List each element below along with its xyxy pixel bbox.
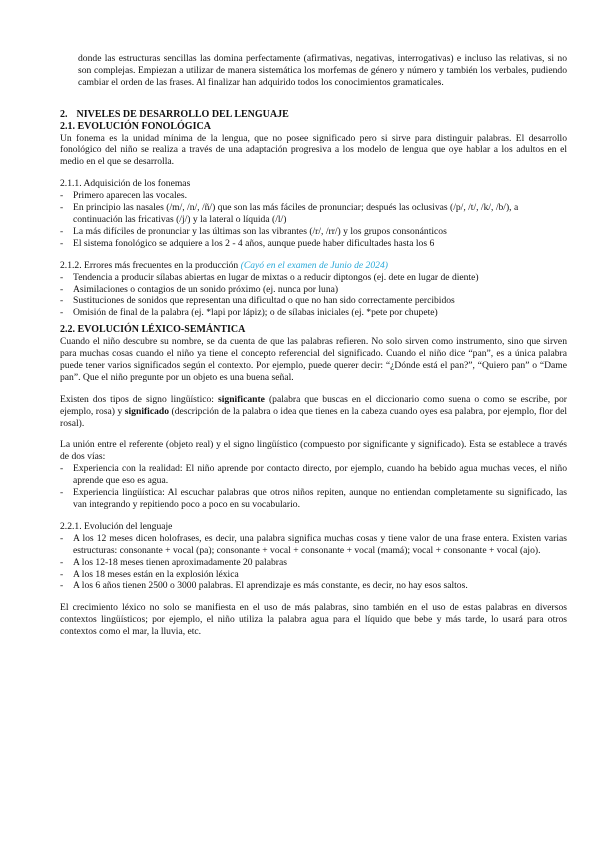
frequent-errors-heading <box>60 260 567 272</box>
sign-types-text: (palabra que buscas en el diccionario como suena o como se escribe, por ejemplo, rosa) y <box>60 393 568 417</box>
language-evolution-list <box>60 533 567 593</box>
frequent-errors-title: 2.1.2. Errores más frecuentes en la producción <box>60 259 239 271</box>
section-2-heading <box>60 109 567 121</box>
phoneme-acquisition-heading: 2.1.1. Adquisición de los fonemas <box>60 178 191 190</box>
list-item: - La más difíciles de pronunciar y las últimas son las vibrantes (/r/, /rr/) y los grupos consonánticos <box>60 226 567 238</box>
list-item: - A los 12 meses dicen holofrases, es decir, una palabra significa muchas cosas y tiene valor de una frase entera. Existen varias estructuras: consonante + vocal (pa); consonante + vocal + consonante + vocal (mamá); vocal + consonante + vocal (ajo). <box>60 533 567 557</box>
intro-paragraph: donde las estructuras sencillas las domina perfectamente (afirmativas, negativas, interrogativas) e incluso las relativas, si no son complejas. Empiezan a utilizar de manera sistemática los morfemas de género y número y también los verbales, pudiendo cambiar el orden de las frases. Al finalizar han adquirido todos los conocimientos gramaticales. <box>78 53 567 88</box>
list-item: - A los 18 meses están en la explosión léxica <box>60 569 567 581</box>
lexical-paragraph-1: Cuando el niño descubre su nombre, se da cuenta de que las palabras refieren. No solo sirven como instrumento, sino que sirven para muchas cosas cuando el niño ya tiene el concepto referencial del significado. Cuando el niño dice “pan”, es a única palabra puede tener varios significados según el contexto. Por ejemplo, puede querer decir: “¿Dónde está el pan?”, “Quiero pan” o “Dame pan”. Que el niño pregunte por un objeto es una buena señal. <box>60 336 567 383</box>
list-item: - A los 12-18 meses tienen aproximadamente 20 palabras <box>60 557 567 569</box>
closing-paragraph: El crecimiento léxico no solo se manifiesta en el uso de más palabras, sino también en el uso de estas palabras en diversos contextos lingüísticos; por ejemplo, el niño utiliza la palabra agua para el líquido que bebe y más tarde, lo usará para otros contextos como el mar, la lluvia, etc. <box>60 602 567 638</box>
sign-types-text: Existen dos tipos de signo lingüístico: <box>60 393 219 405</box>
phoneme-acquisition-list <box>60 190 567 250</box>
list-item: - Experiencia con la realidad: El niño aprende por contacto directo, por ejemplo, cuando ha bebido agua muchas veces, el niño aprende que eso es agua. <box>60 463 567 487</box>
section-2-title: NIVELES DE DESARROLLO DEL LENGUAJE <box>76 108 289 120</box>
sign-types-text: (descripción de la palabra o idea que tienes en la cabeza cuando oyes esa palabra, por ejemplo, flor del rosal). <box>60 405 568 429</box>
list-item: - Primero aparecen las vocales. <box>60 190 567 202</box>
section-2-2-heading: 2.2. EVOLUCIÓN LÉXICO-SEMÁNTICA <box>60 324 246 336</box>
sign-types-paragraph <box>60 394 567 430</box>
list-item: - Tendencia a producir sílabas abiertas en lugar de mixtas o a reducir diptongos (ej. dete en lugar de diente) <box>60 272 567 284</box>
section-2-1-heading: 2.1. EVOLUCIÓN FONOLÓGICA <box>60 120 211 132</box>
list-item: - Experiencia lingüística: Al escuchar palabras que otros niños repiten, aunque no entiendan completamente su significado, las van integrando y repitiendo poco a poco en su vocabulario. <box>60 487 567 511</box>
list-item: - Asimilaciones o contagios de un sonido próximo (ej. nunca por luna) <box>60 284 567 296</box>
list-item: - A los 6 años tienen 2500 o 3000 palabras. El aprendizaje es más constante, es decir, no hay esos saltos. <box>60 580 567 592</box>
phonology-paragraph: Un fonema es la unidad mínima de la lengua, que no posee significado pero si sirve para distinguir palabras. El desarrollo fonológico del niño se realiza a través de una adaptación progresiva a los modelo de lengua que oye hablar a los adultos en el medio en el que se desarrolla. <box>60 132 567 168</box>
exam-note: (Cayó en el examen de Junio de 2024) <box>240 259 388 271</box>
experience-ways-list <box>60 463 567 511</box>
section-2-number: 2. <box>60 108 68 120</box>
language-evolution-heading: 2.2.1. Evolución del lenguaje <box>60 520 173 532</box>
list-item: - Omisión de final de la palabra (ej. *lapi por lápiz); o de sílabas iniciales (ej. *pete por chupete) <box>60 307 567 319</box>
frequent-errors-list <box>60 272 567 320</box>
list-item: - El sistema fonológico se adquiere a los 2 - 4 años, aunque puede haber dificultades hasta los 6 <box>60 238 567 250</box>
significado-term: significado <box>124 405 170 417</box>
list-item: - En principio las nasales (/m/, /n/, /ñ/) que son las más fáciles de pronunciar; después las oclusivas (/p/, /t/, /k/, /b/), a continuación las fricativas (/j/) y la lateral o líquida (/l/) <box>60 202 567 226</box>
list-item: - Sustituciones de sonidos que representan una dificultad o que no han sido correctamente percibidos <box>60 295 567 307</box>
union-paragraph: La unión entre el referente (objeto real) y el signo lingüístico (compuesto por significante y significado). Esta se establece a través de dos vías: <box>60 439 567 463</box>
significante-term: significante <box>218 393 265 405</box>
